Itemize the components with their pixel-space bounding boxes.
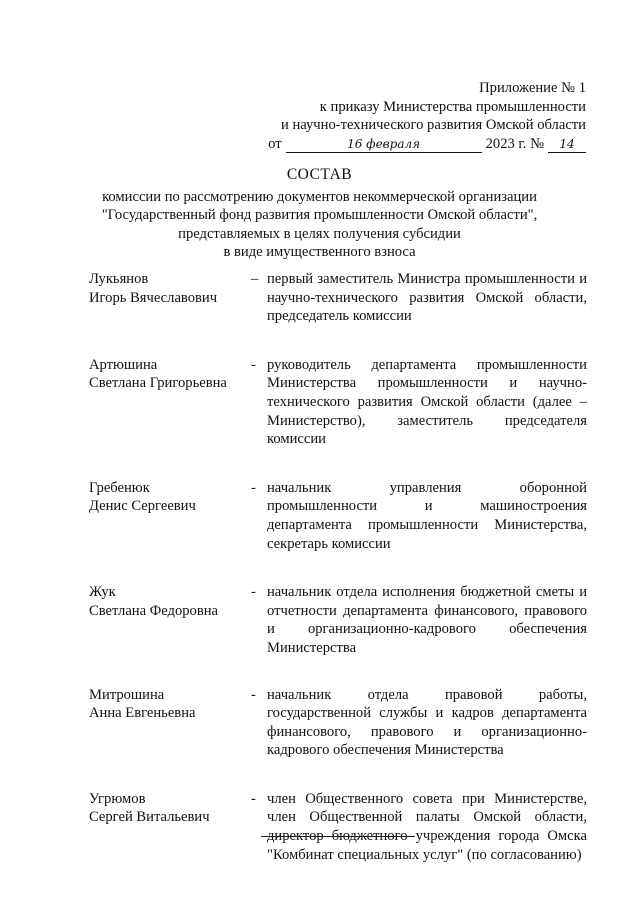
- member-name: [89, 479, 249, 516]
- member-given-names: Сергей Витальевич: [89, 809, 210, 826]
- year-and-number-label: 2023 г. №: [485, 135, 544, 152]
- member-entry: [89, 583, 587, 657]
- title-line-3: представляемых в целях получения субсидии: [178, 225, 461, 242]
- member-name: [89, 356, 249, 393]
- member-role: начальник управления оборонной промышленности и машиностроения департамента промышленности Министерства, секретарь комиссии: [267, 479, 587, 552]
- commission-members-list: [89, 270, 587, 894]
- title-line-4: в виде имущественного взноса: [223, 244, 416, 261]
- title-line-2: "Государственный фонд развития промышленности Омской области",: [101, 207, 538, 224]
- member-surname: Жук: [89, 584, 116, 601]
- separator-dash: -: [251, 356, 256, 373]
- member-name: [89, 270, 249, 307]
- member-surname: Лукьянов: [89, 271, 149, 287]
- member-name: [89, 686, 249, 723]
- member-given-names: Денис Сергеевич: [89, 498, 196, 515]
- member-name: [89, 790, 249, 827]
- member-surname: Артюшина: [89, 356, 158, 373]
- member-role: начальник отдела исполнения бюджетной сметы и отчетности департамента финансового, правового и организационно-кадрового обеспечения Министерства: [267, 584, 587, 656]
- date-prefix: от: [268, 135, 282, 152]
- separator-dash: -: [251, 584, 256, 601]
- member-role: начальник отдела правовой работы, государственной службы и кадров департамента финансового, правового и организационно-кадрового обеспечения Министерства: [267, 686, 587, 759]
- member-role: первый заместитель Министра промышленности и научно-технического развития Омской области, председатель комиссии: [267, 271, 587, 325]
- handwritten-date: 16 февраля: [286, 137, 482, 153]
- appendix-header: [268, 79, 586, 153]
- title-line-1: комиссии по рассмотрению документов некоммерческой организации: [102, 188, 537, 205]
- separator-dash: -: [251, 479, 256, 496]
- handwritten-order-number: 14: [548, 137, 586, 153]
- member-entry: [89, 479, 587, 553]
- member-entry: [89, 270, 587, 326]
- appendix-number: Приложение № 1: [479, 80, 586, 96]
- member-given-names: Светлана Григорьевна: [89, 375, 227, 392]
- member-surname: Угрюмов: [89, 790, 146, 807]
- separator-dash: -: [251, 790, 256, 807]
- member-surname: Гребенюк: [89, 479, 150, 496]
- member-given-names: Анна Евгеньевна: [89, 705, 196, 722]
- member-entry: [89, 790, 587, 864]
- member-entry: [89, 356, 587, 449]
- separator-dash: –: [251, 271, 259, 287]
- order-reference: к приказу Министерства промышленности: [319, 98, 586, 115]
- document-title: [0, 166, 639, 262]
- member-role: руководитель департамента промышленности Министерства промышленности и научно-технического развития Омской области (далее – Министерство), заместитель председателя комиссии: [267, 356, 587, 448]
- member-given-names: Игорь Вячеславович: [89, 289, 218, 306]
- closing-rule: [261, 836, 415, 837]
- member-given-names: Светлана Федоровна: [89, 602, 219, 619]
- separator-dash: -: [251, 686, 256, 703]
- member-entry: [89, 686, 587, 760]
- order-date-line: [268, 135, 586, 154]
- member-surname: Митрошина: [89, 686, 165, 703]
- ministry-name: и научно-технического развития Омской области: [281, 117, 586, 134]
- member-name: [89, 583, 249, 620]
- member-role: член Общественного совета при Министерстве, член Общественной палаты Омской области, директор бюджетного учреждения города Омска "Комбинат специальных услуг" (по согласованию): [267, 790, 587, 863]
- title-heading: СОСТАВ: [286, 166, 353, 183]
